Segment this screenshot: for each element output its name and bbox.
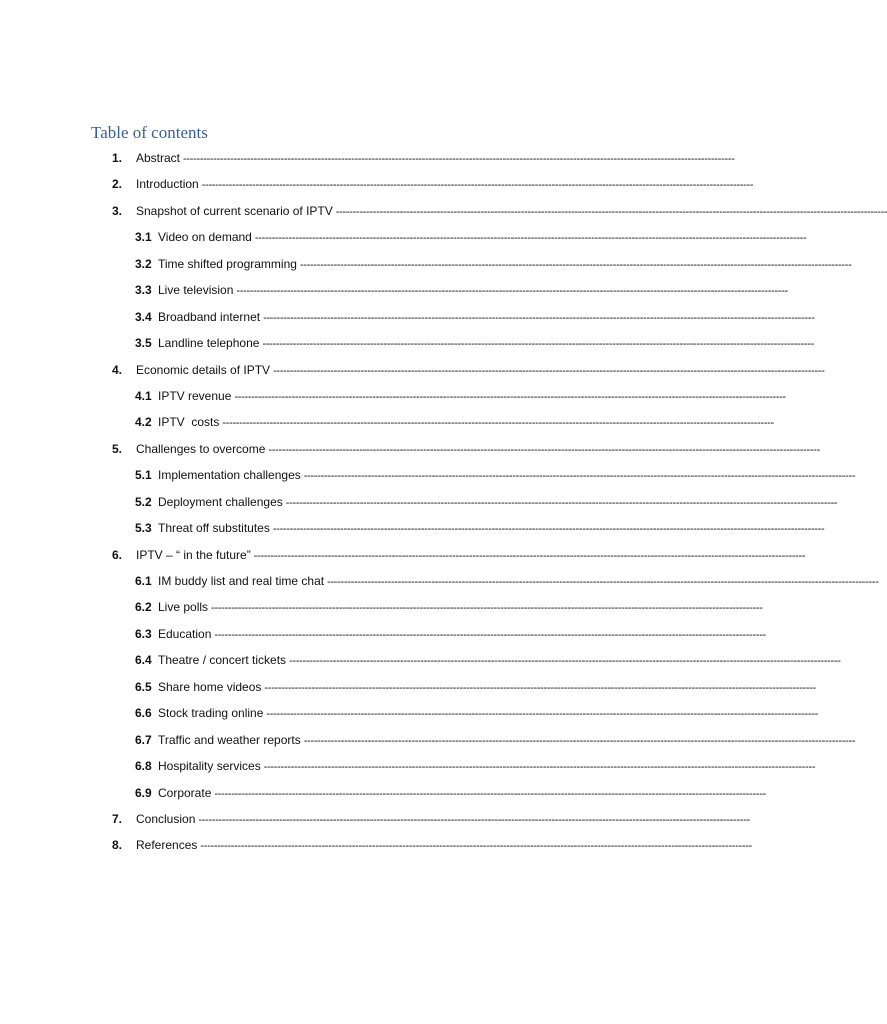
toc-entry-line (158, 330, 814, 357)
toc-entry-text: Landline telephone (158, 336, 260, 351)
toc-leader-dashes: -------------------------------------------------------------------------------------------------------------------------------------------------------------------- (262, 338, 814, 351)
toc-entry[interactable] (0, 780, 768, 806)
toc-entry-text: Corporate (158, 785, 212, 800)
toc-leader-dashes: -------------------------------------------------------------------------------------------------------------------------------------------------------------------- (266, 708, 818, 721)
toc-entry-line (158, 753, 816, 780)
toc-entry-line (158, 304, 815, 331)
toc-entry-number: 6. (112, 547, 123, 562)
toc-entry[interactable] (0, 621, 768, 647)
toc-entry-text: Abstract (136, 151, 181, 165)
toc-entry-line (158, 515, 825, 542)
toc-entry[interactable] (0, 542, 806, 568)
toc-leader-dashes: -------------------------------------------------------------------------------------------------------------------------------------------------------------------- (335, 205, 887, 218)
toc-leader-dashes: -------------------------------------------------------------------------------------------------------------------------------------------------------------------- (273, 364, 825, 377)
toc-entry-line (158, 780, 766, 807)
toc-entry-number: 6.8 (135, 759, 152, 774)
toc-leader-dashes: -------------------------------------------------------------------------------------------------------------------------------------------------------------------- (253, 549, 806, 562)
toc-entry-line (158, 224, 807, 251)
toc-leader-dashes: -------------------------------------------------------------------------------------------------------------------------------------------------------------------- (285, 496, 838, 509)
toc-entry-text: Video on demand (158, 230, 252, 245)
toc-entry-text: Threat off substitutes (158, 521, 270, 536)
toc-entry-line (158, 674, 816, 701)
toc-leader-dashes: -------------------------------------------------------------------------------------------------------------------------------------------------------------------- (299, 258, 852, 271)
toc-leader-dashes: -------------------------------------------------------------------------------------------------------------------------------------------------------------------- (289, 655, 841, 668)
toc-entry-number: 6.1 (135, 574, 152, 588)
toc-entry-text: Live television (158, 283, 234, 298)
toc-entry-number: 6.5 (135, 679, 152, 694)
toc-entry[interactable] (0, 251, 852, 277)
toc-entry-number: 3.4 (135, 309, 152, 324)
toc-entry[interactable] (0, 647, 841, 673)
toc-entry-text: Time shifted programming (158, 256, 297, 271)
toc-entry[interactable] (0, 462, 856, 488)
toc-leader-dashes: -------------------------------------------------------------------------------------------------------------------------------------------------------------------- (211, 602, 763, 615)
toc-entry-text: Traffic and weather reports (158, 732, 301, 747)
toc-entry-text: Conclusion (136, 811, 196, 826)
toc-leader-dashes: -------------------------------------------------------------------------------------------------------------------------------------------------------------------- (272, 523, 825, 536)
toc-entry-number: 7. (112, 811, 123, 826)
toc-entry-line (158, 251, 852, 278)
toc-entry-number: 4. (112, 362, 123, 377)
toc-entry-line (136, 436, 820, 463)
toc-entry-text: Implementation challenges (158, 468, 301, 483)
toc-leader-dashes: -------------------------------------------------------------------------------------------------------------------------------------------------------------------- (183, 153, 735, 165)
toc-entry-line (158, 383, 786, 410)
toc-entry[interactable] (0, 568, 879, 594)
toc-entry-text: Deployment challenges (158, 494, 283, 509)
toc-entry-line (158, 594, 763, 621)
toc-leader-dashes: -------------------------------------------------------------------------------------------------------------------------------------------------------------------- (303, 470, 856, 483)
toc-leader-dashes: -------------------------------------------------------------------------------------------------------------------------------------------------------------------- (254, 232, 807, 245)
toc-entry-text: Live polls (158, 600, 209, 615)
toc-entry-line (158, 409, 774, 436)
toc-entry-number: 6.4 (135, 653, 152, 668)
toc-entry-number: 3. (112, 203, 123, 218)
toc-entry[interactable] (0, 198, 887, 224)
toc-entry-text: Share home videos (158, 679, 262, 694)
toc-entry-number: 5.3 (135, 521, 152, 536)
toc-leader-dashes: -------------------------------------------------------------------------------------------------------------------------------------------------------------------- (234, 390, 786, 403)
toc-entry[interactable] (0, 357, 825, 383)
toc-entry-text: Education (158, 626, 212, 641)
toc-entry-line (136, 832, 752, 859)
toc-leader-dashes: -------------------------------------------------------------------------------------------------------------------------------------------------------------------- (263, 761, 816, 774)
toc-leader-dashes: -------------------------------------------------------------------------------------------------------------------------------------------------------------------- (264, 681, 816, 694)
toc-entry-line (158, 647, 841, 674)
toc-entry[interactable] (0, 277, 788, 303)
toc-leader-dashes: -------------------------------------------------------------------------------------------------------------------------------------------------------------------- (201, 179, 754, 192)
toc-entry-text: IPTV costs (158, 415, 220, 430)
toc-entry-number: 3.1 (135, 230, 152, 245)
toc-leader-dashes: -------------------------------------------------------------------------------------------------------------------------------------------------------------------- (214, 787, 766, 800)
toc-entry[interactable] (0, 304, 815, 330)
toc-entry-text: IM buddy list and real time chat (158, 574, 325, 588)
toc-entry[interactable] (0, 409, 774, 435)
toc-list (0, 145, 887, 859)
toc-entry[interactable] (0, 832, 768, 858)
toc-entry-text: Economic details of IPTV (136, 362, 271, 377)
toc-leader-dashes: -------------------------------------------------------------------------------------------------------------------------------------------------------------------- (200, 840, 752, 853)
toc-entry[interactable] (0, 806, 768, 832)
toc-entry-line (158, 462, 856, 489)
toc-entry-text: Introduction (136, 177, 199, 192)
toc-entry-number: 8. (112, 838, 123, 853)
toc-entry-text: Challenges to overcome (136, 441, 266, 456)
toc-entry-text: Snapshot of current scenario of IPTV (136, 203, 333, 218)
toc-title: Table of contents (91, 123, 208, 142)
toc-entry-number: 6.2 (135, 600, 152, 615)
toc-entry-number: 6.9 (135, 785, 152, 800)
toc-leader-dashes: -------------------------------------------------------------------------------------------------------------------------------------------------------------------- (327, 576, 879, 588)
toc-entry-number: 2. (112, 177, 123, 192)
toc-entry-number: 6.7 (135, 732, 152, 747)
toc-entry-line (158, 621, 766, 648)
toc-entry-line (136, 171, 754, 198)
toc-leader-dashes: -------------------------------------------------------------------------------------------------------------------------------------------------------------------- (268, 443, 820, 456)
toc-entry[interactable] (0, 171, 768, 197)
toc-entry-number: 3.5 (135, 336, 152, 351)
toc-entry[interactable] (0, 753, 816, 779)
toc-entry-line (158, 489, 838, 516)
toc-entry-number: 4.2 (135, 415, 152, 430)
toc-entry[interactable] (0, 383, 786, 409)
toc-entry-number: 4.1 (135, 388, 152, 403)
toc-leader-dashes: -------------------------------------------------------------------------------------------------------------------------------------------------------------------- (236, 285, 788, 298)
toc-entry-line (158, 568, 879, 595)
toc-entry-line (136, 145, 735, 172)
toc-entry-number: 3.2 (135, 256, 152, 271)
toc-leader-dashes: -------------------------------------------------------------------------------------------------------------------------------------------------------------------- (263, 311, 815, 324)
toc-entry[interactable] (0, 145, 768, 171)
toc-entry-text: IPTV – “ in the future” (136, 547, 251, 562)
toc-entry-text: IPTV revenue (158, 388, 232, 403)
toc-entry[interactable] (0, 436, 820, 462)
toc-leader-dashes: -------------------------------------------------------------------------------------------------------------------------------------------------------------------- (222, 417, 774, 430)
toc-entry-line (136, 806, 750, 833)
toc-entry-number: 3.3 (135, 283, 152, 298)
toc-entry-line (158, 277, 788, 304)
toc-leader-dashes: -------------------------------------------------------------------------------------------------------------------------------------------------------------------- (303, 734, 856, 747)
toc-entry[interactable] (0, 515, 825, 541)
toc-entry-text: Theatre / concert tickets (158, 653, 287, 668)
toc-entry-number: 6.6 (135, 706, 152, 721)
toc-entry-line (158, 700, 818, 727)
toc-entry-text: Hospitality services (158, 759, 261, 774)
toc-entry-number: 6.3 (135, 626, 152, 641)
toc-entry-number: 5. (112, 441, 123, 456)
toc-entry[interactable] (0, 594, 768, 620)
toc-entry-line (136, 542, 806, 569)
toc-entry-text: Broadband internet (158, 309, 261, 324)
toc-entry[interactable] (0, 674, 816, 700)
toc-entry-number: 1. (112, 151, 123, 165)
toc-entry[interactable] (0, 330, 814, 356)
toc-entry-line (158, 727, 856, 754)
toc-entry-line (136, 357, 825, 384)
toc-leader-dashes: -------------------------------------------------------------------------------------------------------------------------------------------------------------------- (198, 813, 750, 826)
toc-entry[interactable] (0, 489, 838, 515)
toc-entry[interactable] (0, 700, 818, 726)
toc-entry[interactable] (0, 727, 856, 753)
toc-leader-dashes: -------------------------------------------------------------------------------------------------------------------------------------------------------------------- (214, 628, 766, 641)
toc-entry-text: References (136, 838, 198, 853)
toc-entry-number: 5.2 (135, 494, 152, 509)
toc-entry-line (136, 198, 887, 225)
toc-entry[interactable] (0, 224, 807, 250)
toc-entry-text: Stock trading online (158, 706, 264, 721)
toc-entry-number: 5.1 (135, 468, 152, 483)
